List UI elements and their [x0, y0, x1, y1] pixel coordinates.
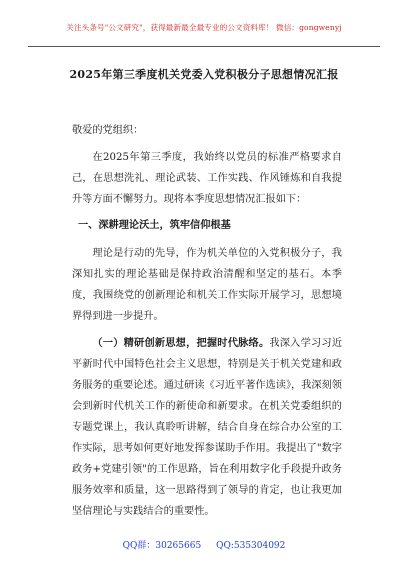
footer-qq: QQ:535304092: [216, 541, 286, 551]
section-1-paragraph: 理论是行动的先导，作为机关单位的入党积极分子，我深知扎实的理论基础是保持政治清醒和坚定的基石。本季度，我围绕党的创新理论和机关工作实际开展学习，思想境界得到进一步提升。: [72, 248, 342, 322]
salutation: 敬爱的党组织：: [72, 125, 144, 136]
header-banner: 关注头条号"公文研究"，获得最新最全最专业的公文资料库！ 微信：gongwenyj: [66, 23, 342, 32]
document-title: 2025年第三季度机关党委入党积极分子思想情况汇报: [69, 68, 339, 81]
section-heading-1: 一、深耕理论沃土，筑牢信仰根基: [78, 220, 231, 231]
subsection-1-text: 我深入学习习近平新时代中国特色社会主义思想，特别是关于机关党建和政务服务的重要论述。通过研读《习近平著作选读》，我深刻领会到新时代机关工作的新使命和新要求。在机关党委组织的专题党课上，我认真聆听讲解，结合自身在综合办公室的工作实际，思考如何更好地发挥参谋助手作用。我提出了"数字政务+党建引领"的工作思路，旨在利用数字化手段提升政务服务效率和质量，这一思路得到了领导的肯定，也让我更加坚信理论与实践结合的重要性。: [72, 338, 343, 517]
footer-contact: [0, 538, 408, 551]
intro-paragraph: 在2025年第三季度，我始终以党员的标准严格要求自己，在思想洗礼、理论武装、工作实践、作风锤炼和自我提升等方面不懈努力。现将本季度思想情况汇报如下：: [72, 152, 342, 205]
footer-qq-group: QQ群：30265665: [122, 541, 202, 551]
subsection-1-lead: （一）精研创新思想，把握时代脉络。: [92, 338, 270, 349]
subsection-1-paragraph: [72, 333, 342, 522]
header-divider: [28, 46, 380, 47]
